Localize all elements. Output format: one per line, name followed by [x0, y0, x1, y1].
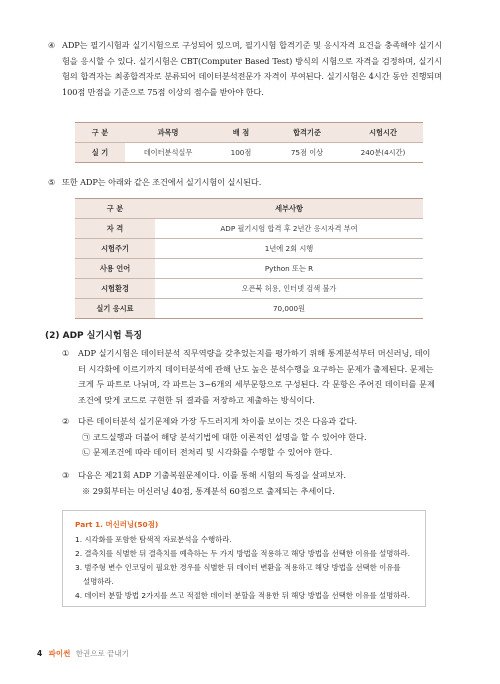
table-cell: 자 격	[75, 219, 155, 239]
sub-item-b: ㉡ 문제조건에 따라 데이터 전처리 및 시각화를 수행할 수 있어야 한다.	[82, 447, 333, 458]
item-number: ①	[62, 348, 70, 358]
table-cell: 240분(4시간)	[343, 143, 423, 163]
paragraph-4	[48, 38, 442, 100]
table-header: 구 분	[75, 199, 155, 219]
table-header: 구 분	[75, 123, 125, 143]
item-3	[62, 468, 438, 499]
question-line: 1. 시각화를 포함한 탐색적 자료분석을 수행하라.	[75, 535, 232, 544]
item-1	[62, 346, 438, 408]
table-cell: 1년에 2회 시행	[155, 239, 423, 259]
item-text: 다른 데이터분석 실기문제와 가장 두드러지게 차이를 보이는 것은 다음과 같다.	[78, 416, 358, 426]
section-title: (2) ADP 실기시험 특징	[45, 331, 143, 341]
item-number: ④	[48, 40, 56, 50]
conditions-table	[75, 198, 423, 319]
table-cell: Python 또는 R	[155, 259, 423, 279]
table-cell: 100점	[211, 143, 271, 163]
item-number: ②	[62, 416, 70, 426]
box-header: Part 1. 머신러닝(50점)	[75, 520, 159, 529]
table-header-row	[75, 123, 423, 143]
item-2	[62, 414, 438, 461]
item-number: ⑤	[48, 177, 56, 187]
item-number: ③	[62, 470, 70, 480]
table-header: 과목명	[125, 123, 211, 143]
table-cell: 데이터분석실무	[125, 143, 211, 163]
table-cell: 시험주기	[75, 239, 155, 259]
footer-title: 한권으로 끝내기	[75, 649, 129, 658]
table-cell: 사용 언어	[75, 259, 155, 279]
table-row	[75, 279, 423, 299]
exam-table	[75, 122, 423, 163]
paragraph-text: 또한 ADP는 아래와 같은 조건에서 실기시험이 실시된다.	[62, 177, 262, 187]
table-cell: 실 기	[75, 143, 125, 163]
table-cell: 실기 응시료	[75, 299, 155, 319]
table-row	[75, 259, 423, 279]
item-text: ADP 실기시험은 데이터분석 직무역량을 갖추었는지를 평가하기 위해 통계분석부터 머신러닝, 데이터 시각화에 이르기까지 데이터분석에 관해 난도 높은 분석수행을 요구하는 문제가 출제된다. 문제는 크게 두 파트로 나뉘며, 각 파트는 3~6개의 세부문항으로 구성된다. 각 문항은 주어진 데이터를 문제조건에 맞게 코드로 구현한 뒤 결과를 저장하고 제출하는 방식이다.	[78, 348, 435, 405]
table-header-row	[75, 199, 423, 219]
question-line: 4. 데이터 분할 방법 2가지를 쓰고 적절한 데이터 분할을 적용한 뒤 해당 방법을 선택한 이유를 설명하라.	[75, 591, 410, 600]
table-header: 배 점	[211, 123, 271, 143]
table-row	[75, 143, 423, 163]
table-header: 합격기준	[271, 123, 343, 143]
item-text: 다음은 제21회 ADP 기출복원문제이다. 이를 통해 시험의 특징을 살펴보자.	[78, 470, 346, 480]
paragraph-text: ADP는 필기시험과 실기시험으로 구성되어 있으며, 필기시험 합격기준 및 응시자격 요건을 충족해야 실기시험을 응시할 수 있다. 실기시험은 CBT(Computer Based Test) 방식의 시험으로 자격을 검정하며, 실기시험의 합격자는 최종합격자로 분류되어 데이터분석전문가 자격이 부여된다. 실기시험은 4시간 동안 진행되며 100점 만점을 기준으로 75점 이상의 점수를 받아야 한다.	[62, 40, 442, 97]
table-cell: 75점 이상	[271, 143, 343, 163]
question-line: 3. 범주형 변수 인코딩이 필요한 경우를 식별한 뒤 데이터 변환을 적용하고 해당 방법을 선택한 이유를	[75, 563, 401, 572]
sub-item-a: ㉠ 코드실행과 더불어 해당 분석기법에 대한 이론적인 설명을 할 수 있어야 한다.	[82, 431, 367, 442]
note: ※ 29회부터는 머신러닝 40점, 통계분석 60점으로 출제되는 추세이다.	[82, 485, 335, 496]
table-cell: 70,000원	[155, 299, 423, 319]
page-footer	[37, 648, 129, 659]
footer-brand: 파이썬	[48, 649, 71, 658]
table-header: 시험시간	[343, 123, 423, 143]
table-header: 세부사항	[155, 199, 423, 219]
table-cell: 시험환경	[75, 279, 155, 299]
page-number: 4	[37, 649, 43, 658]
table-cell: ADP 필기시험 합격 후 2년간 응시자격 부여	[155, 219, 423, 239]
paragraph-5	[48, 175, 442, 191]
table-row	[75, 299, 423, 319]
exam-question-box	[62, 510, 426, 607]
table-row	[75, 219, 423, 239]
question-line: 설명하라.	[83, 577, 114, 586]
table-cell: 오픈북 허용, 인터넷 검색 불가	[155, 279, 423, 299]
table-row	[75, 239, 423, 259]
question-line: 2. 결측치를 식별한 뒤 결측치를 예측하는 두 가지 방법을 적용하고 해당 방법을 선택한 이유를 설명하라.	[75, 549, 411, 558]
